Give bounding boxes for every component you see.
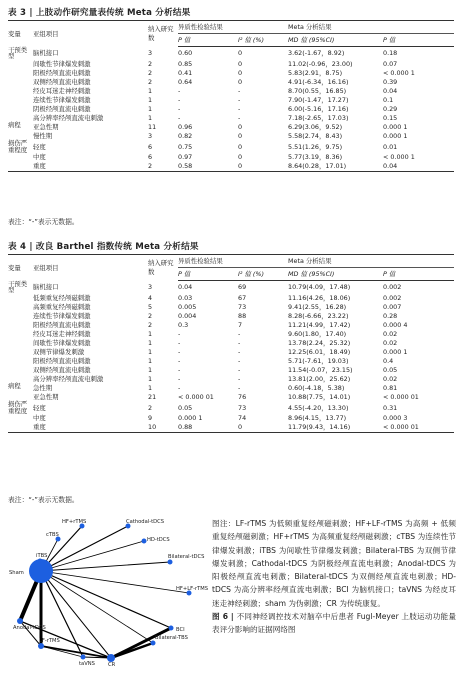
- cell-md: 4.55(-4.20，13.30): [288, 403, 349, 412]
- cell-p: 0.02: [383, 329, 398, 338]
- cell-het-p: -: [178, 374, 181, 383]
- network-node-label: Cathodal-tDCS: [126, 519, 165, 525]
- cell-studies: 1: [148, 329, 153, 338]
- cell-md: 8.96(4.15，13.77): [288, 414, 347, 423]
- cell-md: 12.25(6.01，18.49): [288, 347, 351, 356]
- cell-variable: 损伤严重程度: [8, 139, 28, 154]
- network-edge: [41, 646, 111, 658]
- header-p2: P 值: [383, 34, 454, 47]
- cell-p: 0.04: [383, 86, 398, 95]
- cell-studies: 1: [148, 356, 153, 365]
- cell-i2: 67: [238, 293, 247, 302]
- cell-p: 0.29: [383, 104, 398, 113]
- network-node-label: BCI: [176, 627, 185, 633]
- cell-het-p: -: [178, 347, 181, 356]
- table4-title: 表 4 | 改良 Barthel 指数传统 Meta 分析结果: [8, 242, 199, 252]
- cell-variable: [8, 347, 33, 356]
- network-node-label: iTBS: [36, 553, 48, 559]
- cell-variable: [8, 59, 33, 68]
- cell-variable: [8, 162, 33, 172]
- cell-variable: 干预类型: [8, 279, 28, 294]
- header-variable: 变量: [8, 255, 33, 281]
- cell-variable: [8, 86, 33, 95]
- network-node: [151, 641, 156, 646]
- cell-het-p: 0.96: [178, 122, 193, 131]
- network-edge: [41, 541, 144, 571]
- cell-subgroup: 重度: [33, 162, 148, 172]
- header-subgroup: 亚组项目: [33, 255, 148, 281]
- cell-het-p: 0.85: [178, 59, 193, 68]
- cell-variable: [8, 356, 33, 365]
- cell-studies: 11: [148, 122, 157, 131]
- cell-subgroup: 双侧节律爆发刺激: [33, 347, 85, 356]
- header-meta: Meta 分析结果: [288, 255, 454, 268]
- cell-studies: 4: [148, 293, 153, 302]
- cell-p: 0.000 1: [383, 122, 408, 131]
- cell-subgroup: 连续性节律爆发刺激: [33, 95, 91, 104]
- cell-p: 0.81: [383, 383, 398, 392]
- cell-p: 0.002: [383, 293, 402, 302]
- table-row: [8, 162, 454, 172]
- cell-studies: 9: [148, 414, 153, 423]
- cell-md: 5.83(2.91，8.75): [288, 68, 343, 77]
- figure-caption: [212, 517, 456, 637]
- cell-md: 11.02(-0.96，23.00): [288, 59, 353, 68]
- cell-md: 13.81(2.00，25.62): [288, 374, 351, 383]
- cell-i2: 69: [238, 282, 247, 291]
- cell-het-p: -: [178, 95, 181, 104]
- cell-studies: 2: [148, 77, 153, 86]
- table-row: [8, 423, 454, 433]
- header-i2: I² 值 (%): [238, 34, 288, 47]
- cell-md: 11.79(9.43，14.16): [288, 423, 383, 433]
- cell-i2: -: [238, 365, 241, 374]
- evidence-network-figure: [8, 516, 208, 676]
- header-i2: I² 值 (%): [238, 268, 288, 281]
- table-row: [8, 95, 454, 104]
- cell-studies: 5: [148, 302, 153, 311]
- cell-variable: 损伤严重程度: [8, 400, 28, 415]
- cell-p: 0.000 1: [383, 347, 408, 356]
- cell-md: 5.58(2.74，8.43): [288, 131, 343, 140]
- cell-studies: 2: [148, 162, 178, 172]
- cell-i2: 74: [238, 414, 247, 423]
- cell-i2: 73: [238, 403, 247, 412]
- cell-studies: 1: [148, 383, 153, 392]
- cell-i2: -: [238, 104, 241, 113]
- cell-studies: 2: [148, 403, 153, 412]
- table3-body: [8, 47, 454, 172]
- cell-i2: 0: [238, 77, 243, 86]
- cell-subgroup: 经皮耳迷走神经刺激: [33, 329, 91, 338]
- network-node: [107, 654, 115, 662]
- cell-p: < 0.000 01: [383, 392, 419, 401]
- cell-variable: [8, 365, 33, 374]
- cell-studies: 21: [148, 392, 157, 401]
- cell-i2: -: [238, 383, 241, 392]
- cell-subgroup: 阳极经颅直流电刺激: [33, 320, 91, 329]
- cell-i2: 0: [238, 68, 243, 77]
- table4: [8, 254, 454, 433]
- cell-variable: [8, 311, 33, 320]
- network-node-label: Anodal-tDCS: [13, 625, 46, 631]
- cell-subgroup: 脑机接口: [33, 48, 59, 57]
- table-row: [8, 47, 454, 60]
- cell-p: 0.000 3: [383, 414, 408, 423]
- network-node-label: LF-rTMS: [39, 638, 60, 644]
- cell-variable: [8, 95, 33, 104]
- network-edge: [41, 571, 189, 593]
- cell-subgroup: 亚急性期: [33, 122, 59, 131]
- cell-het-p: 0.64: [178, 77, 193, 86]
- table4-note: 表注：“-”表示无数据。: [8, 496, 79, 504]
- cell-subgroup: 中度: [33, 153, 46, 162]
- cell-subgroup: 亚急性期: [33, 392, 59, 401]
- cell-i2: -: [238, 356, 241, 365]
- caption-text: 图注：LF-rTMS 为低频重复经颅磁刺激；HF+LF-rTMS 为高频 + 低频重复经颅磁刺激；HF+rTMS 为高频重复经颅磁刺激；cTBS 为连续性节律爆发刺激；iTBS 为间歇性节律爆发刺激；Bilateral-TBS 为双侧节律爆发刺激；Cathodal-tDCS 为阴极经颅直流电刺激；Anodal-tDCS 为阳极经颅直流电刺激；Bilateral-tDCS 为双侧经颅直流电刺激；HD-tDCS 为高分辨率经颅直流电刺激；BCI 为脑机接口；taVNS 为经皮耳迷走神经刺激；sham 为伪刺激；CR 为传统康复。: [212, 519, 456, 608]
- cell-subgroup: 急性期: [33, 383, 53, 392]
- cell-p: 0.15: [383, 113, 398, 122]
- table-row: [8, 320, 454, 329]
- cell-md: 7.18(-2.65，17.03): [288, 113, 349, 122]
- table-row: [8, 347, 454, 356]
- table-row: [8, 374, 454, 383]
- table4-body: [8, 281, 454, 433]
- network-edge: [41, 571, 171, 628]
- network-node: [81, 655, 86, 660]
- cell-studies: 1: [148, 95, 153, 104]
- cell-studies: 2: [148, 59, 153, 68]
- cell-i2: -: [238, 374, 241, 383]
- table-row: [8, 104, 454, 113]
- network-node: [17, 618, 23, 624]
- cell-md: 9.41(2.55，16.28): [288, 302, 347, 311]
- cell-het-p: 0.97: [178, 153, 193, 162]
- table-row: [8, 281, 454, 294]
- table-row: [8, 131, 454, 140]
- cell-studies: 2: [148, 320, 153, 329]
- network-edge: [41, 571, 153, 643]
- table-row: [8, 356, 454, 365]
- cell-subgroup: 间歇性节律爆发刺激: [33, 338, 91, 347]
- cell-md: 6.29(3.06，9.52): [288, 122, 343, 131]
- cell-het-p: 0.88: [178, 423, 238, 433]
- cell-md: 7.90(-1.47，17.27): [288, 95, 349, 104]
- cell-i2: -: [238, 113, 241, 122]
- cell-het-p: 0.60: [178, 48, 193, 57]
- header-studies: 纳入研究数: [148, 21, 178, 47]
- cell-i2: 0: [238, 423, 288, 433]
- cell-variable: [8, 329, 33, 338]
- table-row: [8, 153, 454, 162]
- cell-variable: [8, 153, 33, 162]
- table-row: [8, 329, 454, 338]
- cell-p: 0.07: [383, 59, 398, 68]
- cell-subgroup: 阴极经颅直流电刺激: [33, 104, 91, 113]
- cell-md: 11.16(4.26，18.06): [288, 293, 351, 302]
- cell-subgroup: 轻度: [33, 403, 46, 412]
- cell-md: 11.54(-0.07，23.15): [288, 365, 353, 374]
- cell-p: 0.18: [383, 48, 398, 57]
- table-row: [8, 122, 454, 131]
- cell-md: 4.91(-6.34，16.16): [288, 77, 349, 86]
- header-subgroup: 亚组项目: [33, 21, 148, 47]
- cell-p: 0.007: [383, 302, 402, 311]
- table-row: [8, 59, 454, 68]
- header-heterogeneity: 异质性检验结果: [178, 255, 288, 268]
- cell-studies: 1: [148, 104, 153, 113]
- cell-md: 3.62(-1.67，8.92): [288, 48, 345, 57]
- cell-studies: 1: [148, 374, 153, 383]
- header-p2: P 值: [383, 268, 454, 281]
- cell-p: 0.000 1: [383, 131, 408, 140]
- network-node-label: Bilateral-TBS: [155, 635, 188, 641]
- cell-het-p: -: [178, 356, 181, 365]
- network-edge: [41, 571, 111, 658]
- cell-i2: 0: [238, 48, 243, 57]
- header-p: P 值: [178, 34, 238, 47]
- table3-title: 表 3 | 上肢动作研究量表传统 Meta 分析结果: [8, 8, 191, 18]
- cell-i2: 88: [238, 311, 247, 320]
- table3: [8, 20, 454, 172]
- cell-subgroup: 高频重复经颅磁刺激: [33, 302, 91, 311]
- cell-p: < 0.000 1: [383, 68, 415, 77]
- table-row: [8, 392, 454, 401]
- cell-p: 0.02: [383, 374, 398, 383]
- cell-het-p: -: [178, 329, 181, 338]
- cell-p: 0.01: [383, 142, 398, 151]
- cell-p: < 0.000 1: [383, 153, 415, 162]
- cell-p: < 0.000 01: [383, 423, 454, 433]
- cell-het-p: 0.04: [178, 282, 193, 291]
- network-node: [29, 559, 53, 583]
- cell-subgroup: 阳极经颅直流电刺激: [33, 356, 91, 365]
- cell-het-p: -: [178, 104, 181, 113]
- network-node-label: cTBS: [46, 532, 59, 538]
- cell-md: 10.88(7.75，14.01): [288, 392, 351, 401]
- cell-het-p: 0.3: [178, 320, 189, 329]
- cell-p: 0.4: [383, 356, 394, 365]
- cell-studies: 1: [148, 113, 153, 122]
- cell-het-p: 0.75: [178, 142, 193, 151]
- cell-subgroup: 间歇性节律爆发刺激: [33, 59, 91, 68]
- cell-studies: 6: [148, 142, 153, 151]
- header-heterogeneity: 异质性检验结果: [178, 21, 288, 34]
- network-edge: [41, 562, 170, 571]
- network-node: [169, 626, 174, 631]
- cell-md: 9.60(1.80，17.40): [288, 329, 347, 338]
- cell-subgroup: 脑机接口: [33, 282, 59, 291]
- header-studies: 纳入研究数: [148, 255, 178, 281]
- figure-label: 图 6 |: [212, 612, 237, 622]
- network-node-label: Bilateral-tDCS: [168, 554, 205, 560]
- cell-p: 0.39: [383, 77, 398, 86]
- table-row: [8, 293, 454, 302]
- cell-studies: 10: [148, 423, 178, 433]
- cell-md: 13.78(2.24，25.32): [288, 338, 351, 347]
- cell-studies: 1: [148, 365, 153, 374]
- cell-i2: -: [238, 95, 241, 104]
- cell-variable: 病程: [8, 382, 21, 391]
- table3-note: 表注：“-”表示无数据。: [8, 218, 79, 226]
- cell-subgroup: 双侧经颅直流电刺激: [33, 365, 91, 374]
- cell-het-p: -: [178, 113, 181, 122]
- cell-het-p: -: [178, 383, 181, 392]
- cell-variable: [8, 423, 33, 433]
- table-row: [8, 113, 454, 122]
- cell-subgroup: 双侧经颅直流电刺激: [33, 77, 91, 86]
- cell-i2: 76: [238, 392, 247, 401]
- cell-het-p: 0.05: [178, 403, 193, 412]
- cell-subgroup: 中度: [33, 414, 46, 423]
- cell-het-p: < 0.000 01: [178, 392, 214, 401]
- cell-subgroup: 高分辨率经颅直流电刺激: [33, 374, 104, 383]
- cell-het-p: -: [178, 86, 181, 95]
- cell-p: 0.28: [383, 311, 398, 320]
- network-edge: [111, 643, 153, 658]
- table-row: [8, 302, 454, 311]
- network-node: [168, 560, 173, 565]
- cell-variable: [8, 77, 33, 86]
- cell-variable: 病程: [8, 121, 21, 130]
- cell-subgroup: 连续性节律爆发刺激: [33, 311, 91, 320]
- cell-p: 0.05: [383, 365, 398, 374]
- table-row: [8, 365, 454, 374]
- cell-studies: 2: [148, 311, 153, 320]
- cell-subgroup: 高分辨率经颅直流电刺激: [33, 113, 104, 122]
- table-row: [8, 338, 454, 347]
- cell-variable: [8, 68, 33, 77]
- table-row: [8, 86, 454, 95]
- cell-md: 10.79(4.09，17.48): [288, 282, 351, 291]
- cell-het-p: -: [178, 365, 181, 374]
- cell-het-p: 0.004: [178, 311, 197, 320]
- table-row: [8, 383, 454, 392]
- cell-md: 6.00(-5.16，17.16): [288, 104, 349, 113]
- table-row: [8, 401, 454, 414]
- cell-studies: 3: [148, 131, 153, 140]
- cell-p: 0.000 4: [383, 320, 408, 329]
- table-row: [8, 140, 454, 153]
- cell-studies: 1: [148, 338, 153, 347]
- cell-studies: 3: [148, 48, 153, 57]
- cell-p: 0.04: [383, 162, 454, 172]
- cell-i2: 0: [238, 153, 243, 162]
- cell-het-p: 0.03: [178, 293, 193, 302]
- network-node-label: HD-tDCS: [147, 537, 170, 543]
- cell-subgroup: 阳极经颅直流电刺激: [33, 68, 91, 77]
- cell-studies: 2: [148, 68, 153, 77]
- cell-het-p: 0.41: [178, 68, 193, 77]
- header-p: P 值: [178, 268, 238, 281]
- cell-i2: -: [238, 347, 241, 356]
- cell-subgroup: 低频重复经颅磁刺激: [33, 293, 91, 302]
- cell-md: 11.21(4.99，17.42): [288, 320, 351, 329]
- cell-variable: [8, 293, 33, 302]
- cell-subgroup: 经皮耳迷走神经刺激: [33, 86, 91, 95]
- cell-i2: 0: [238, 59, 243, 68]
- cell-md: 8.70(0.55，16.85): [288, 86, 347, 95]
- header-variable: 变量: [8, 21, 33, 47]
- cell-subgroup: 重度: [33, 423, 148, 433]
- cell-md: 5.71(-7.61，19.03): [288, 356, 349, 365]
- cell-p: 0.002: [383, 282, 402, 291]
- cell-i2: 0: [238, 122, 243, 131]
- cell-variable: [8, 320, 33, 329]
- cell-md: 8.64(0.28，17.01): [288, 162, 383, 172]
- cell-variable: [8, 414, 33, 423]
- cell-i2: -: [238, 338, 241, 347]
- cell-p: 0.02: [383, 338, 398, 347]
- cell-i2: 7: [238, 320, 243, 329]
- network-node-label: HF+LF-rTMS: [176, 586, 208, 592]
- header-md: MD 值 (95%CI): [288, 34, 383, 47]
- cell-md: 0.60(-4.18，5.38): [288, 383, 345, 392]
- cell-het-p: 0.005: [178, 302, 197, 311]
- table-row: [8, 311, 454, 320]
- cell-subgroup: 轻度: [33, 142, 46, 151]
- cell-i2: 0: [238, 131, 243, 140]
- cell-studies: 3: [148, 282, 153, 291]
- cell-md: 5.77(3.19，8.36): [288, 153, 343, 162]
- cell-p: 0.31: [383, 403, 398, 412]
- cell-i2: 0: [238, 162, 288, 172]
- cell-subgroup: 慢性期: [33, 131, 53, 140]
- cell-variable: [8, 104, 33, 113]
- cell-p: 0.1: [383, 95, 394, 104]
- network-node-label: taVNS: [79, 661, 95, 667]
- table-row: [8, 414, 454, 423]
- cell-md: 5.51(1.26，9.75): [288, 142, 343, 151]
- cell-i2: 73: [238, 302, 247, 311]
- cell-studies: 6: [148, 153, 153, 162]
- cell-het-p: 0.000 1: [178, 414, 203, 423]
- header-md: MD 值 (95%CI): [288, 268, 383, 281]
- cell-i2: 0: [238, 142, 243, 151]
- cell-variable: [8, 302, 33, 311]
- network-node-label: Sham: [9, 570, 24, 576]
- cell-het-p: 0.82: [178, 131, 193, 140]
- cell-md: 8.28(-6.66，23.22): [288, 311, 349, 320]
- figure-title: 不同神经调控技术对脑卒中后患者 Fugl-Meyer 上肢运动功能量表评分影响的证据网络图: [212, 612, 456, 635]
- header-meta: Meta 分析结果: [288, 21, 454, 34]
- network-node-label: CR: [108, 662, 116, 668]
- cell-i2: -: [238, 86, 241, 95]
- cell-het-p: 0.58: [178, 162, 238, 172]
- table-row: [8, 77, 454, 86]
- network-node: [142, 539, 147, 544]
- network-node-label: HF+rTMS: [62, 519, 87, 525]
- cell-studies: 1: [148, 86, 153, 95]
- cell-variable: 干预类型: [8, 45, 28, 60]
- table-row: [8, 68, 454, 77]
- cell-variable: [8, 338, 33, 347]
- cell-het-p: -: [178, 338, 181, 347]
- cell-studies: 1: [148, 347, 153, 356]
- cell-i2: -: [238, 329, 241, 338]
